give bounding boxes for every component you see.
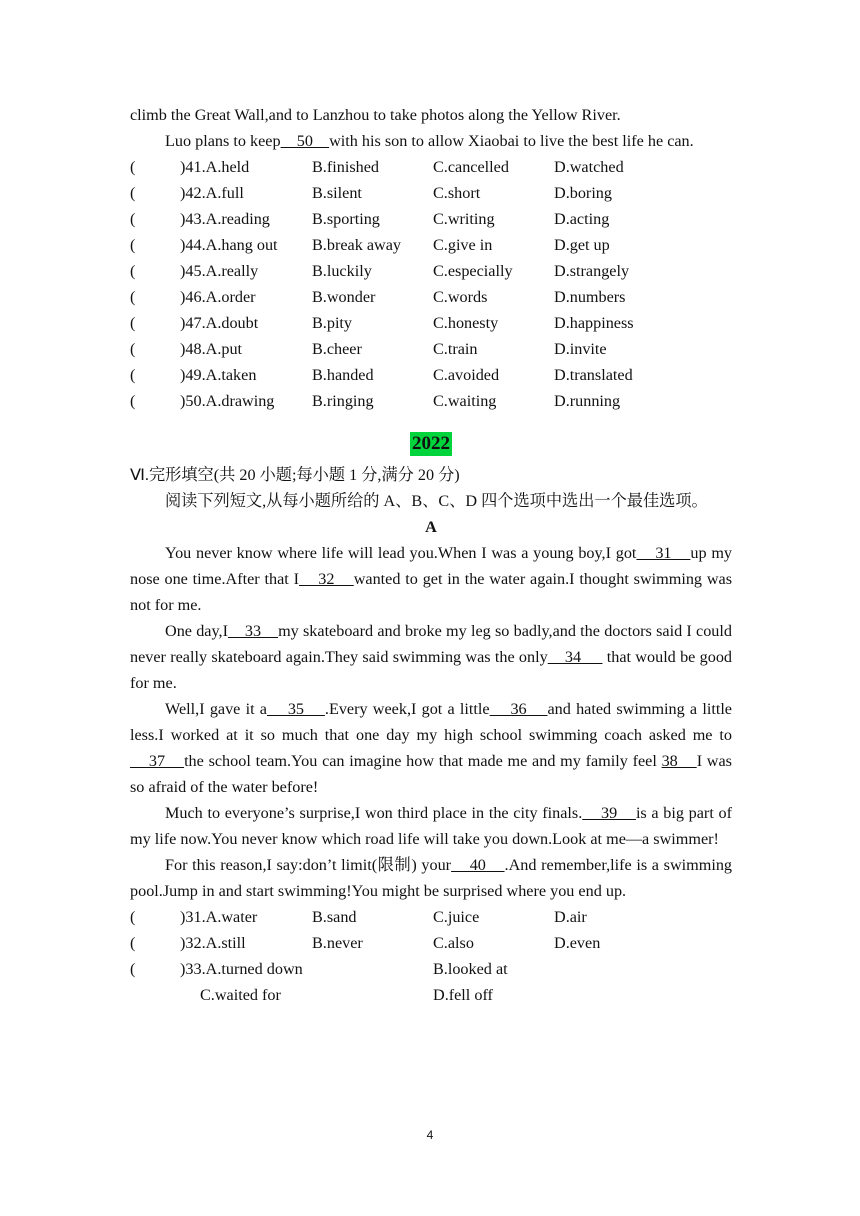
text-fragment: For this reason,I say:don’t limit(限制) your [165,856,452,874]
option-b: B.sand [312,908,357,926]
blank-38: 38 [661,752,697,770]
option-b: B.silent [312,184,362,202]
text-fragment: I was so afraid of the water before! [130,752,732,796]
text-fragment: You never know where life will lead you.When I was a young boy,I got [165,544,637,562]
text-fragment: my skateboard and broke my leg so badly,and the doctors said I could never really skateboard again.They said swimming was the only [130,622,732,666]
text-fragment: One day,I [165,622,228,640]
option-a: )32.A.still [180,934,246,952]
blank-50: 50 [280,132,330,150]
page-number: 4 [426,1128,434,1142]
option-d: D.running [554,392,621,410]
option-b: B.sporting [312,210,380,228]
option-a: )46.A.order [180,288,256,306]
option-c: C.give in [433,236,493,254]
text-fragment: the school team.You can imagine how that made me and my family feel [184,752,657,770]
option-c: C.avoided [433,366,500,384]
option-a: )50.A.drawing [180,392,275,410]
blank-37: 37 [130,752,185,770]
option-c: C.especially [433,262,513,280]
answer-bracket[interactable]: ( [130,314,136,332]
passage-paragraph-4 [130,800,732,852]
question-row [130,232,732,258]
option-d: D.get up [554,236,610,254]
option-b: B.break away [312,236,401,254]
answer-bracket[interactable]: ( [130,366,136,384]
option-c: C.also [433,934,474,952]
page-content [130,102,732,1008]
option-b: B.never [312,934,363,952]
option-a: )45.A.really [180,262,259,280]
option-b: B.wonder [312,288,376,306]
option-a: )47.A.doubt [180,314,259,332]
answer-bracket[interactable]: ( [130,288,136,306]
question-row [130,362,732,388]
option-d: D.air [554,908,587,926]
answer-bracket[interactable]: ( [130,236,136,254]
year-highlight: 2022 [412,433,450,454]
option-b: B.looked at [433,960,508,978]
year-heading [130,432,732,462]
option-d: D.even [554,934,601,952]
option-d: D.watched [554,158,624,176]
option-b: B.handed [312,366,374,384]
text-fragment: with his son to allow Xiaobai to live the best life he can. [329,132,694,150]
option-b: B.ringing [312,392,374,410]
blank-33: 33 [227,622,279,640]
blank-39: 39 [582,804,636,822]
option-d: D.numbers [554,288,626,306]
option-c: C.waiting [433,392,497,410]
option-d: D.fell off [433,986,493,1004]
option-c: C.juice [433,908,480,926]
text-fragment: up my nose one time.After that I [130,544,733,588]
question-row [130,180,732,206]
option-d: D.acting [554,210,610,228]
option-b: B.cheer [312,340,362,358]
option-c: C.waited for [200,986,281,1004]
blank-40: 40 [451,856,505,874]
section-title: Ⅵ.完形填空(共 20 小题;每小题 1 分,满分 20 分) [130,466,460,484]
blank-31: 31 [636,544,691,562]
question-row [130,154,732,180]
text-fragment: and hated swimming a little less.I worked at it so much that one day my high school swimming coach asked me to [130,700,732,744]
passage-label: A [425,518,437,536]
answer-bracket[interactable]: ( [130,184,136,202]
option-c: C.writing [433,210,495,228]
option-c: C.cancelled [433,158,509,176]
text-fragment: Well,I gave it a [165,700,267,718]
option-d: D.boring [554,184,612,202]
option-d: D.translated [554,366,633,384]
option-a: )49.A.taken [180,366,257,384]
question-row [130,284,732,310]
question-row [130,258,732,284]
option-b: B.finished [312,158,379,176]
option-c: C.honesty [433,314,499,332]
answer-bracket[interactable]: ( [130,960,136,978]
text-fragment: .And remember,life is a swimming pool.Jump in and start swimming!You might be surprised where you end up. [130,856,733,900]
passage-paragraph-2 [130,618,732,696]
option-b: B.pity [312,314,353,332]
text-fragment: is a big part of my life now.You never know which road life will take you down.Look at me—a swimmer! [130,804,732,848]
blank-35: 35 [266,700,325,718]
option-a: )42.A.full [180,184,244,202]
question-row [130,388,732,414]
question-row-continued [130,982,732,1008]
answer-bracket[interactable]: ( [130,262,136,280]
text-fragment: .Every week,I got a little [324,700,490,718]
option-d: D.strangely [554,262,630,280]
passage-paragraph-3 [130,696,732,800]
option-d: D.invite [554,340,607,358]
text-fragment: Luo plans to keep [165,132,281,150]
answer-bracket[interactable]: ( [130,392,136,410]
question-row [130,956,732,982]
question-list-new [130,904,732,1008]
text-fragment: wanted to get in the water again.I thought swimming was not for me. [130,570,733,614]
blank-32: 32 [298,570,354,588]
answer-bracket[interactable]: ( [130,210,136,228]
blank-34: 34 [547,648,603,666]
question-row [130,930,732,956]
option-c: C.words [433,288,488,306]
passage-prev-line: climb the Great Wall,and to Lanzhou to take photos along the Yellow River. [130,106,621,124]
option-d: D.happiness [554,314,634,332]
option-a: )44.A.hang out [180,236,278,254]
answer-bracket[interactable]: ( [130,908,136,926]
question-list-prev [130,154,732,414]
question-row [130,336,732,362]
text-fragment: that would be good for me. [130,648,733,692]
option-a: )41.A.held [180,158,250,176]
question-row [130,206,732,232]
option-b: B.luckily [312,262,372,280]
passage-prev-paragraph [130,128,732,154]
instructions: 阅读下列短文,从每小题所给的 A、B、C、D 四个选项中选出一个最佳选项。 [165,492,708,510]
question-row [130,904,732,930]
option-a: )43.A.reading [180,210,270,228]
passage-paragraph-1 [130,540,732,618]
blank-36: 36 [489,700,548,718]
option-c: C.short [433,184,481,202]
text-fragment: Much to everyone’s surprise,I won third place in the city finals. [165,804,583,822]
answer-bracket[interactable]: ( [130,158,136,176]
option-a: )31.A.water [180,908,258,926]
passage-paragraph-5 [130,852,732,904]
option-a: )33.A.turned down [180,960,303,978]
question-row [130,310,732,336]
answer-bracket[interactable]: ( [130,934,136,952]
answer-bracket[interactable]: ( [130,340,136,358]
option-c: C.train [433,340,478,358]
option-a: )48.A.put [180,340,243,358]
